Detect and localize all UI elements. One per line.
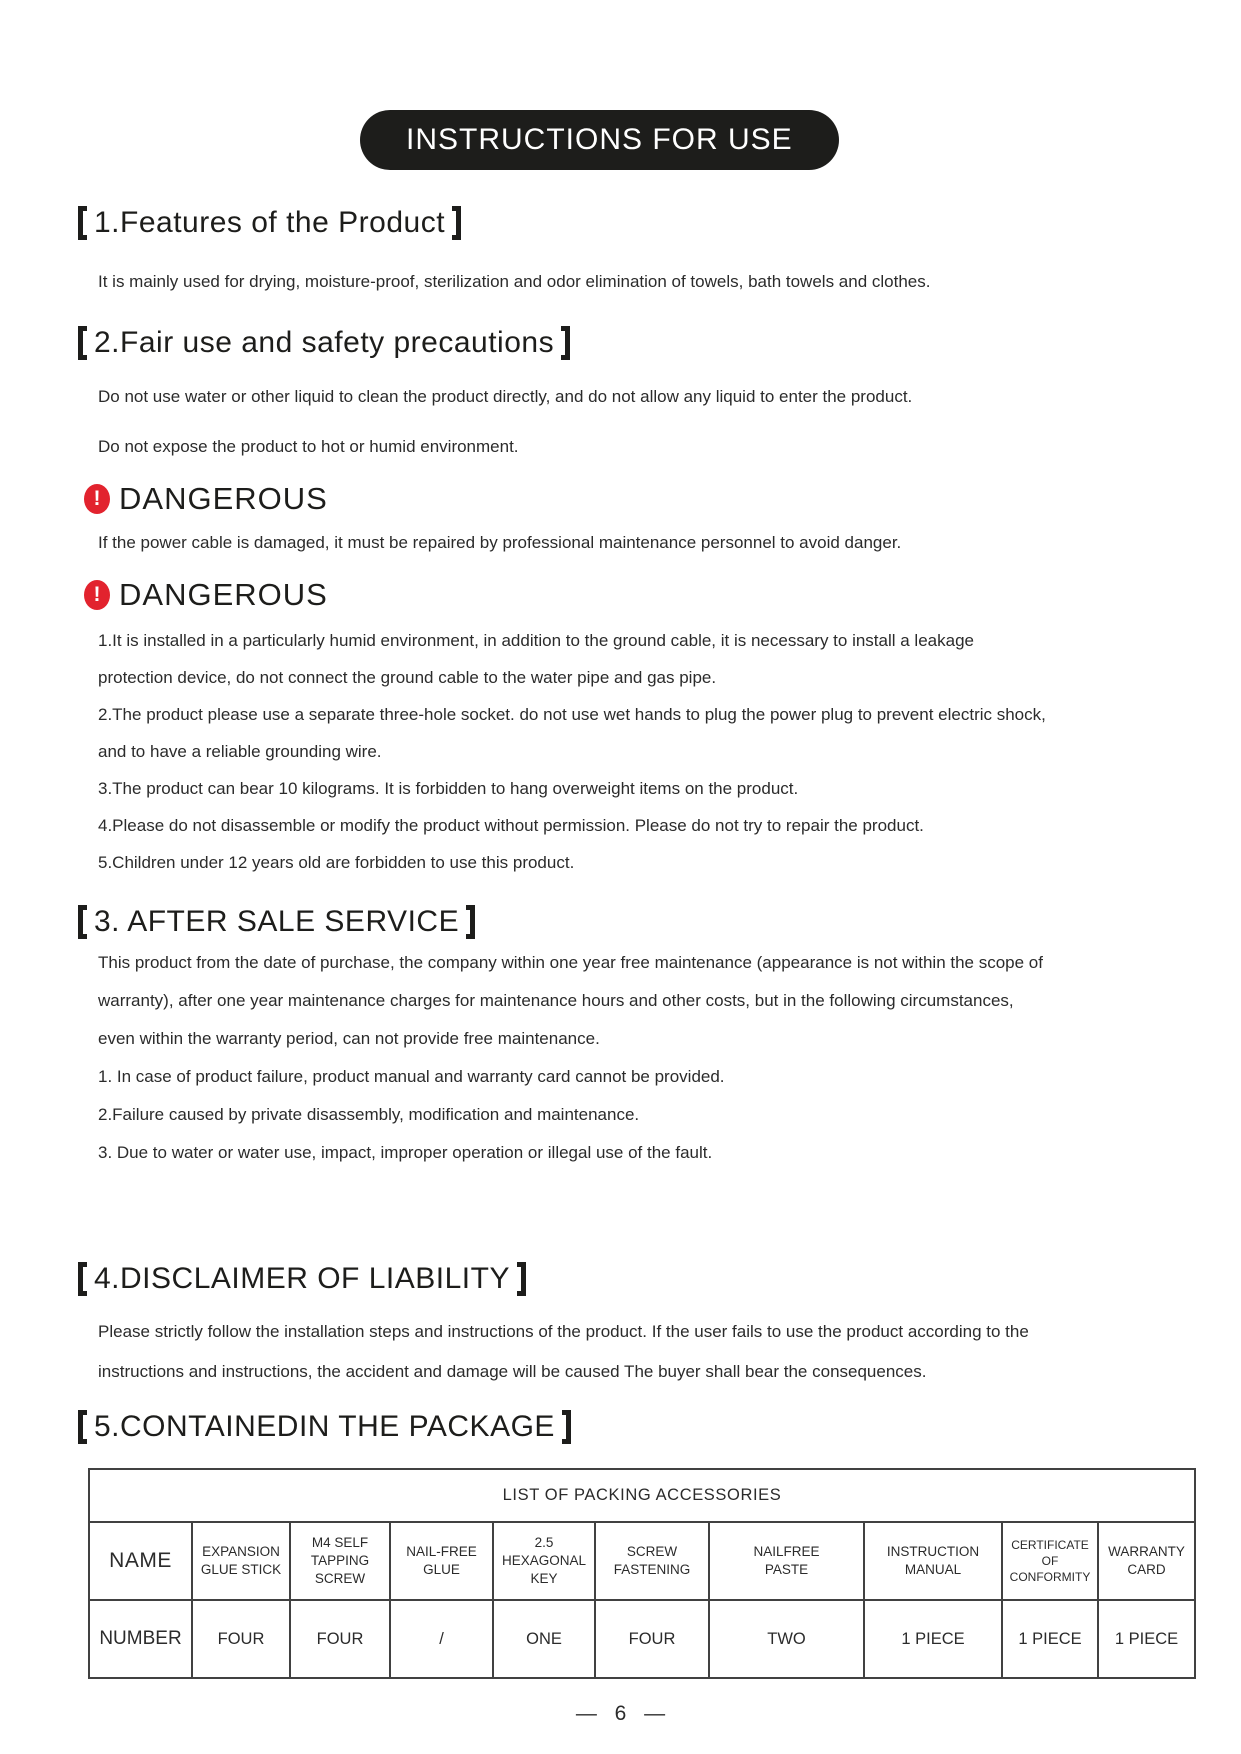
right-bracket-icon [562, 1410, 571, 1444]
danger-heading-1-text: DANGEROUS [119, 481, 328, 516]
fair-use-paragraph-2: Do not expose the product to hot or humid environment. [98, 437, 519, 456]
fair-use-paragraph-1: Do not use water or other liquid to clean the product directly, and do not allow any liquid to enter the product. [98, 387, 913, 406]
danger-2-item-3: 3.The product can bear 10 kilograms. It is forbidden to hang overweight items on the product. [98, 779, 799, 798]
features-body [98, 263, 1053, 300]
section-package-heading-text: 5.CONTAINEDIN THE PACKAGE [94, 1410, 555, 1443]
danger-2-body [98, 622, 1053, 881]
quantity-cell: TWO [709, 1600, 864, 1678]
row-label-number: NUMBER [89, 1600, 192, 1678]
disclaimer-paragraph: Please strictly follow the installation steps and instructions of the product. If the user fails to use the product according to the instructions and instructions, the accident and damage will be caused The buyer shall bear the consequences. [98, 1322, 1029, 1381]
right-bracket-icon [561, 326, 570, 360]
packing-table-title: LIST OF PACKING ACCESSORIES [89, 1469, 1195, 1522]
danger-2-item-4: 4.Please do not disassemble or modify the product without permission. Please do not try to repair the product. [98, 816, 924, 835]
right-bracket-icon [466, 905, 475, 939]
column-header-name: NAME [89, 1522, 192, 1600]
quantity-cell: FOUR [290, 1600, 390, 1678]
danger-heading-1 [84, 481, 328, 517]
page-number: — 6 — [575, 1702, 666, 1725]
section-disclaimer-heading-text: 4.DISCLAIMER OF LIABILITY [94, 1262, 510, 1295]
quantity-cell: 1 PIECE [864, 1600, 1002, 1678]
danger-heading-2-text: DANGEROUS [119, 577, 328, 612]
column-header-m4-self-tapping-screw: M4 SELF TAPPING SCREW [290, 1522, 390, 1600]
disclaimer-body [98, 1312, 1110, 1392]
after-sale-item-2: 2.Failure caused by private disassembly, modification and maintenance. [98, 1105, 640, 1124]
left-bracket-icon [78, 326, 87, 360]
column-header-nailfree-paste: NAILFREE PASTE [709, 1522, 864, 1600]
exclamation-mark: ! [93, 487, 101, 510]
features-paragraph: It is mainly used for drying, moisture-proof, sterilization and odor elimination of towels, bath towels and clothes. [98, 272, 931, 291]
column-header-warranty-card: WARRANTY CARD [1098, 1522, 1195, 1600]
quantity-cell: 1 PIECE [1002, 1600, 1098, 1678]
section-fair-use-heading-text: 2.Fair use and safety precautions [94, 326, 555, 359]
title-pill [360, 110, 839, 170]
right-bracket-icon [517, 1262, 526, 1296]
after-sale-body [98, 944, 1053, 1172]
danger-2-item-5: 5.Children under 12 years old are forbidden to use this product. [98, 853, 575, 872]
danger-exclamation-icon [84, 580, 110, 610]
column-header-instruction-manual: INSTRUCTION MANUAL [864, 1522, 1002, 1600]
danger-1-body [98, 524, 1053, 561]
danger-exclamation-icon [84, 484, 110, 514]
danger-heading-2 [84, 577, 328, 613]
fair-use-body [98, 378, 1053, 465]
quantity-cell: FOUR [595, 1600, 709, 1678]
left-bracket-icon [78, 1262, 87, 1296]
after-sale-paragraph: This product from the date of purchase, the company within one year free maintenance (appearance is not within the scope of warranty), after one year maintenance charges for maintenance hours and other costs, but in the following circumstances, even within the warranty period, can not provide free maintenance. [98, 953, 1043, 1048]
left-bracket-icon [78, 1410, 87, 1444]
quantity-cell: FOUR [192, 1600, 290, 1678]
danger-2-item-2: 2.The product please use a separate three-hole socket. do not use wet hands to plug the power plug to prevent electric shock, and to have a reliable grounding wire. [98, 705, 1046, 761]
section-fair-use-heading [78, 326, 570, 360]
column-header-certificate-of-conformity: CERTIFICATE OF CONFORMITY [1002, 1522, 1098, 1600]
packing-table-wrapper [88, 1468, 1196, 1679]
left-bracket-icon [78, 206, 87, 240]
section-disclaimer-heading [78, 1262, 526, 1296]
left-bracket-icon [78, 905, 87, 939]
section-after-sale-heading [78, 905, 475, 939]
column-header-screw-fastening: SCREW FASTENING [595, 1522, 709, 1600]
danger-1-paragraph: If the power cable is damaged, it must be repaired by professional maintenance personnel to avoid danger. [98, 533, 902, 552]
right-bracket-icon [452, 206, 461, 240]
danger-2-item-1: 1.It is installed in a particularly humid environment, in addition to the ground cable, it is necessary to install a leakage protection device, do not connect the ground cable to the water pipe and gas pipe. [98, 631, 974, 687]
section-features-heading-text: 1.Features of the Product [94, 206, 446, 239]
column-header-hexagonal-key: 2.5 HEXAGONAL KEY [493, 1522, 595, 1600]
exclamation-mark: ! [93, 583, 101, 606]
quantity-cell: / [390, 1600, 493, 1678]
after-sale-item-1: 1. In case of product failure, product manual and warranty card cannot be provided. [98, 1067, 725, 1086]
after-sale-item-3: 3. Due to water or water use, impact, improper operation or illegal use of the fault. [98, 1143, 713, 1162]
section-after-sale-heading-text: 3. AFTER SALE SERVICE [94, 905, 460, 938]
column-header-nail-free-glue: NAIL-FREE GLUE [390, 1522, 493, 1600]
quantity-cell: ONE [493, 1600, 595, 1678]
section-package-heading [78, 1410, 571, 1444]
quantity-cell: 1 PIECE [1098, 1600, 1195, 1678]
packing-table [88, 1468, 1196, 1679]
page-title: INSTRUCTIONS FOR USE [406, 123, 793, 156]
column-header-expansion-glue-stick: EXPANSION GLUE STICK [192, 1522, 290, 1600]
section-features-heading [78, 206, 461, 240]
